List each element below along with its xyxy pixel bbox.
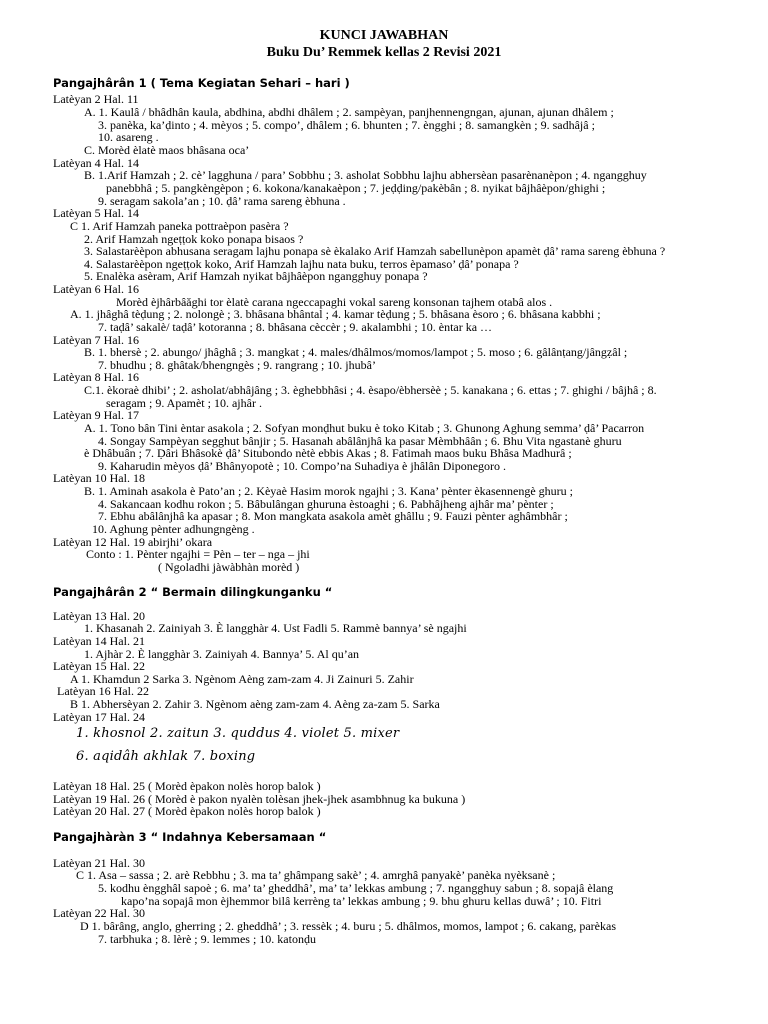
answer-line: 9. Kaharudin mèyos ḍâ’ Bhânyopotè ; 10. Compo’na Suhadiya è jhâlân Diponegoro . (98, 459, 507, 473)
answer-line: D 1. bârâng, anglo, gherring ; 2. gheddhâ’ ; 3. ressèk ; 4. buru ; 5. dhâlmos, momos, lampot ; 6. cakang, parèkas (80, 919, 616, 933)
answer-line: A. 1. Tono bân Tini èntar asakola ; 2. Sofyan monḍhut buku è toko Kitab ; 3. Ghunong Aghung semma’ ḍâ’ Pacarron (84, 421, 645, 435)
answer-line: 4. Salastarèèpon ngeṭṭok koko, Arif Hamzah lajhu nata buku, terros èpamaso’ ḍâ’ ponapa ? (84, 257, 519, 271)
exercise-header: Latèyan 12 Hal. 19 abirjhi’ okara (53, 535, 213, 549)
page-title: KUNCI JAWABHAN (319, 28, 449, 43)
section-heading: Pangajhàràn 3 “ Indahnya Kebersamaan “ (53, 830, 327, 844)
answer-line: C. Morèd èlatè maos bhâsana oca’ (84, 143, 250, 157)
section-heading: Pangajhârân 2 “ Bermain dilingkunganku “ (53, 585, 333, 599)
answer-line: panebbhâ ; 5. pangkèngèpon ; 6. kokona/kanakaèpon ; 7. jeḍḍing/pakèbân ; 8. nyikat bâjhâèpon/ghighi ; (106, 181, 606, 195)
exercise-header: Latèyan 9 Hal. 17 (53, 408, 139, 422)
exercise-header: Latèyan 16 Hal. 22 (57, 684, 149, 698)
answer-line: C 1. Asa – sassa ; 2. arè Rebbhu ; 3. ma ta’ ghâmpang sakè’ ; 4. amrghâ panyakè’ panèka nyèksanè ; (76, 868, 556, 882)
answer-line: 7. taḍâ’ sakalè/ taḍâ’ kotoranna ; 8. bhâsana cèccèr ; 9. akalambhi ; 10. èntar ka … (98, 320, 493, 334)
exercise-header: Latèyan 6 Hal. 16 (53, 282, 139, 296)
exercise-header: Latèyan 20 Hal. 27 ( Morèd èpakon nolès horop balok ) (53, 804, 321, 818)
answer-line: 10. Aghung pènter adhungngèng . (92, 522, 255, 536)
answer-line: C 1. Arif Hamzah paneka pottraèpon pasèra ? (70, 219, 289, 233)
exercise-header: Latèyan 15 Hal. 22 (53, 659, 145, 673)
answer-line: 4. Songay Sampèyan segghut bânjir ; 5. Hasanah abâlânjhâ ka pasar Mèmbhâân ; 6. Bhu Vita ngastanè ghuru (98, 434, 622, 448)
exercise-header: Latèyan 10 Hal. 18 (53, 471, 145, 485)
exercise-header: Latèyan 14 Hal. 21 (53, 634, 145, 648)
exercise-header: Latèyan 13 Hal. 20 (53, 609, 145, 623)
answer-line: 4. Sakancaan kodhu rokon ; 5. Bâbulângan ghuruna èstoaghi ; 6. Pabhâjheng ajhâr ma’ pènter ; (98, 497, 554, 511)
answer-line: 1. Khasanah 2. Zainiyah 3. È langghàr 4. Ust Fadli 5. Rammè bannya’ sè ngajhi (84, 621, 467, 635)
exercise-header: Latèyan 5 Hal. 14 (53, 206, 139, 220)
section-heading: Pangajhârân 1 ( Tema Kegiatan Sehari – hari ) (53, 76, 350, 90)
answer-line: 9. seragam sakola’an ; 10. ḍâ’ rama sareng èbhuna . (98, 194, 346, 208)
exercise-header: Latèyan 8 Hal. 16 (53, 370, 139, 384)
exercise-header: Latèyan 2 Hal. 11 (53, 92, 139, 106)
exercise-header: Latèyan 17 Hal. 24 (53, 710, 145, 724)
answer-line: seragam ; 9. Apamèt ; 10. ajhâr . (106, 396, 262, 410)
answer-line: B. 1.Arif Hamzah ; 2. cè’ lagghuna / para’ Sobbhu ; 3. asholat Sobbhu lajhu abhersèan pasarènanèpon ; 4. ngangghuy (84, 168, 647, 182)
answer-line: A. 1. Kaulâ / bhâdhân kaula, abdhina, abdhi dhâlem ; 2. sampèyan, panjhennengngan, ajunan, ajunan dhâlem ; (84, 105, 614, 119)
answer-line: ( Ngoladhi jàwàbhàn morèd ) (158, 560, 300, 574)
answer-line: B. 1. bhersè ; 2. abungo/ jhâghâ ; 3. mangkat ; 4. males/dhâlmos/momos/lampot ; 5. moso ; 6. gâlânṭang/jângẓâl ; (84, 345, 628, 359)
handwritten-answer-line: 1. khosnol 2. zaitun 3. quddus 4. violet 5. mixer (76, 726, 400, 741)
answer-line: Conto : 1. Pènter ngajhi = Pèn – ter – nga – jhi (86, 547, 310, 561)
exercise-header: Latèyan 7 Hal. 16 (53, 333, 139, 347)
answer-line: B 1. Abhersèyan 2. Zahir 3. Ngènom aèng zam-zam 4. Aèng za-zam 5. Sarka (70, 697, 440, 711)
answer-line: 5. Enalèka asèram, Arif Hamzah nyikat bâjhâèpon ngangghuy ponapa ? (84, 269, 428, 283)
answer-line: 1. Ajhàr 2. È langghàr 3. Zainiyah 4. Bannya’ 5. Al qu’an (84, 647, 360, 661)
answer-line: Morèd èjhârbâăghi tor èlatè carana ngeccapaghi vokal sareng konsonan tajhem otabâ alos . (116, 295, 553, 309)
answer-line: è Dhâbuân ; 7. Ḍâri Bhâsokè ḍâ’ Situbondo nètè ebbis Akas ; 8. Fatimah maos buku Bhâsa Madhurâ ; (84, 446, 572, 460)
answer-line: A 1. Khamdun 2 Sarka 3. Ngènom Aèng zam-zam 4. Ji Zainuri 5. Zahir (70, 672, 414, 686)
answer-line: C.1. èkoraè dhibi’ ; 2. asholat/abhâjâng ; 3. èghebbhâsi ; 4. èsapo/èbhersèè ; 5. kanakana ; 6. ettas ; 7. ghighi / bâjhâ ; 8. (84, 383, 657, 397)
exercise-header: Latèyan 19 Hal. 26 ( Morèd è pakon nyalèn tolèsan jhek-jhek asambhnug ka bukuna ) (53, 792, 466, 806)
answer-line: 7. bhudhu ; 8. ghâtak/bhengngès ; 9. rangrang ; 10. jhubâ’ (98, 358, 376, 372)
answer-line: kapo’na sopajâ mon èjhemmor bilâ kerrèng ta’ lekkas ambung ; 9. bhu ghuru kellas duwâ’ ; 10. Fitri (121, 894, 602, 908)
answer-line: A. 1. jhâghâ tèḍung ; 2. nolongè ; 3. bhâsana bhântal ; 4. kamar tèḍung ; 5. bhâsana èsoro ; 6. bhâsana kabbhi ; (70, 307, 601, 321)
answer-line: 2. Arif Hamzah ngeṭṭok koko ponapa bisaos ? (84, 232, 304, 246)
answer-line: 7. Ebhu abâlânjhâ ka apasar ; 8. Mon mangkata asakola amèt ghâllu ; 9. Fauzi pènter aghâmbhâr ; (98, 509, 568, 523)
answer-line: B. 1. Aminah asakola è Pato’an ; 2. Kèyaè Hasim morok ngajhi ; 3. Kana’ pènter èkasennengè ghuru ; (84, 484, 573, 498)
page-subtitle: Buku Du’ Remmek kellas 2 Revisi 2021 (266, 45, 502, 60)
answer-line: 3. panèka, ka’ḍinto ; 4. mèyos ; 5. compo’, dhâlem ; 6. bhunten ; 7. èngghi ; 8. samangkèn ; 9. sadhâjâ ; (98, 118, 595, 132)
answer-line: 7. tarbhuka ; 8. lèrè ; 9. lemmes ; 10. katonḍu (98, 932, 316, 946)
handwritten-answer-line: 6. aqidâh akhlak 7. boxing (76, 749, 256, 764)
exercise-header: Latèyan 18 Hal. 25 ( Morèd èpakon nolès horop balok ) (53, 779, 321, 793)
exercise-header: Latèyan 4 Hal. 14 (53, 156, 139, 170)
answer-line: 5. kodhu èngghâl sapoè ; 6. ma’ ta’ gheddhâ’, ma’ ta’ lekkas ambung ; 7. ngangghuy sabun ; 8. sopajâ èlang (98, 881, 614, 895)
exercise-header: Latèyan 21 Hal. 30 (53, 856, 145, 870)
answer-line: 3. Salastarèèpon abhusana seragam lajhu ponapa sè èkalako Arif Hamzah sabellunèpon apamèt ḍâ’ rama sareng èbhuna ? (84, 244, 666, 258)
answer-line: 10. asareng . (98, 130, 159, 144)
exercise-header: Latèyan 22 Hal. 30 (53, 906, 145, 920)
